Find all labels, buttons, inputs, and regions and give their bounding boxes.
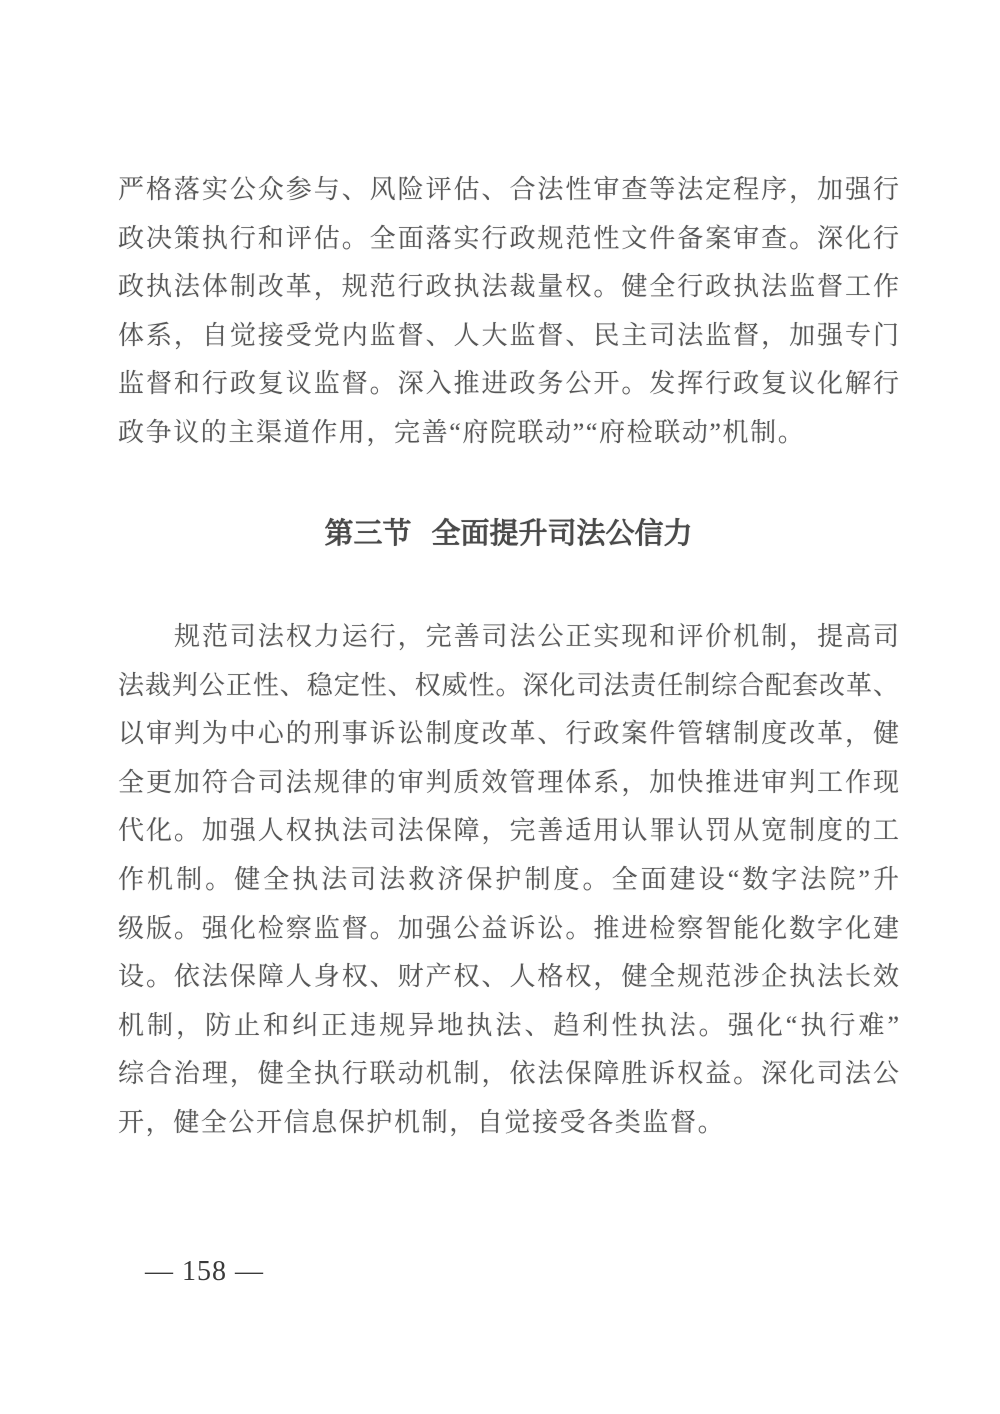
page-number-footer: — 158 — [145, 1256, 264, 1287]
text-line: 级版。强化检察监督。加强公益诉讼。推进检察智能化数字化建 [118, 913, 899, 943]
paragraph-1 [118, 166, 899, 458]
text-line: 政决策执行和评估。全面落实行政规范性文件备案审查。深化行 [118, 223, 899, 253]
text-line: 设。依法保障人身权、财产权、人格权，健全规范涉企执法长效 [118, 962, 899, 992]
text-line: 政执法体制改革，规范行政执法裁量权。健全行政执法监督工作 [118, 272, 899, 302]
text-line: 作机制。健全执法司法救济保护制度。全面建设“数字法院”升 [118, 864, 899, 894]
text-line: 规范司法权力运行，完善司法公正实现和评价机制，提高司 [174, 622, 899, 651]
text-line: 机制，防止和纠正违规异地执法、趋利性执法。强化“执行难” [118, 1010, 899, 1040]
text-line: 法裁判公正性、稳定性、权威性。深化司法责任制综合配套改革、 [118, 670, 899, 700]
text-line: 严格落实公众参与、风险评估、合法性审查等法定程序，加强行 [118, 175, 899, 204]
paragraph-2 [118, 613, 899, 1148]
text-line: 全更加符合司法规律的审判质效管理体系，加快推进审判工作现 [118, 767, 899, 797]
section-heading [118, 512, 899, 556]
text-line: 体系，自觉接受党内监督、人大监督、民主司法监督，加强专门 [118, 320, 899, 350]
section-number: 第三节 [324, 518, 412, 550]
text-line: 开，健全公开信息保护机制，自觉接受各类监督。 [118, 1107, 726, 1137]
text-line: 代化。加强人权执法司法保障，完善适用认罪认罚从宽制度的工 [118, 816, 899, 846]
text-line: 政争议的主渠道作用，完善“府院联动”“府检联动”机制。 [118, 417, 806, 447]
text-line: 以审判为中心的刑事诉讼制度改革、行政案件管辖制度改革，健 [118, 719, 899, 749]
section-title: 全面提升司法公信力 [431, 518, 693, 550]
text-line: 综合治理，健全执行联动机制，依法保障胜诉权益。深化司法公 [118, 1059, 899, 1089]
text-line: 监督和行政复议监督。深入推进政务公开。发挥行政复议化解行 [118, 369, 899, 399]
